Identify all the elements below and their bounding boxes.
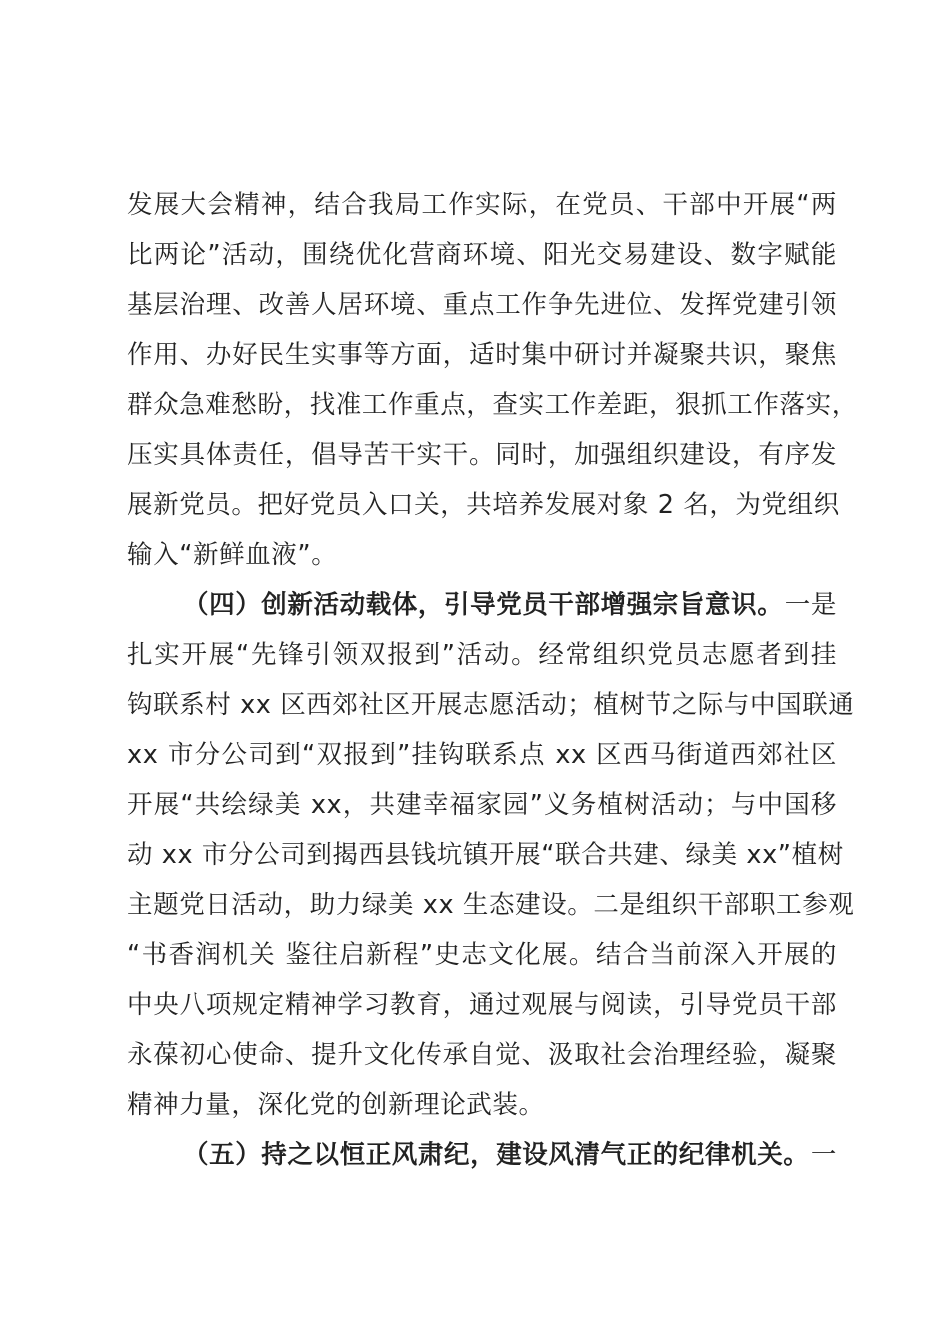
paragraph-line: 发展大会精神，结合我局工作实际，在党员、干部中开展“两	[127, 190, 837, 220]
paragraph-line: 基层治理、改善人居环境、重点工作争先进位、发挥党建引领	[127, 290, 837, 320]
section-heading-continuation: 一	[810, 1140, 837, 1170]
section-heading: （四）创新活动载体，引导党员干部增强宗旨意识。	[183, 590, 784, 620]
paragraph-line: 精神力量，深化党的创新理论武装。	[127, 1090, 545, 1120]
paragraph-line: 永葆初心使命、提升文化传承自觉、汲取社会治理经验，凝聚	[127, 1040, 837, 1070]
paragraph-line: 钩联系村 xx 区西郊社区开展志愿活动；植树节之际与中国联通	[127, 690, 855, 720]
paragraph-line: 比两论”活动，围绕优化营商环境、阳光交易建设、数字赋能	[127, 240, 837, 270]
paragraph-line: 输入“新鲜血液”。	[127, 540, 338, 570]
paragraph-line: 作用、办好民生实事等方面，适时集中研讨并凝聚共识，聚焦	[127, 340, 837, 370]
section-heading-continuation: 一是	[784, 590, 837, 620]
paragraph-line: 群众急难愁盼，找准工作重点，查实工作差距，狠抓工作落实，	[127, 390, 858, 420]
paragraph-line: 动 xx 市分公司到揭西县钱坑镇开展“联合共建、绿美 xx”植树	[127, 840, 844, 870]
paragraph-line: xx 市分公司到“双报到”挂钩联系点 xx 区西马街道西郊社区	[127, 740, 837, 770]
paragraph-line: 扎实开展“先锋引领双报到”活动。经常组织党员志愿者到挂	[127, 640, 837, 670]
paragraph-line: 开展“共绘绿美 xx，共建幸福家园”义务植树活动；与中国移	[127, 790, 837, 820]
section-heading-line	[183, 585, 837, 625]
section-heading: （五）持之以恒正风肃纪，建设风清气正的纪律机关。	[183, 1140, 810, 1170]
paragraph-line: 中央八项规定精神学习教育，通过观展与阅读，引导党员干部	[127, 990, 837, 1020]
paragraph-line: “书香润机关 鉴往启新程”史志文化展。结合当前深入开展的	[127, 940, 837, 970]
section-heading-line	[183, 1135, 837, 1175]
paragraph-line: 主题党日活动，助力绿美 xx 生态建设。二是组织干部职工参观	[127, 890, 855, 920]
paragraph-line: 展新党员。把好党员入口关，共培养发展对象 2 名，为党组织	[127, 490, 840, 520]
paragraph-line: 压实具体责任，倡导苦干实干。同时，加强组织建设，有序发	[127, 440, 837, 470]
